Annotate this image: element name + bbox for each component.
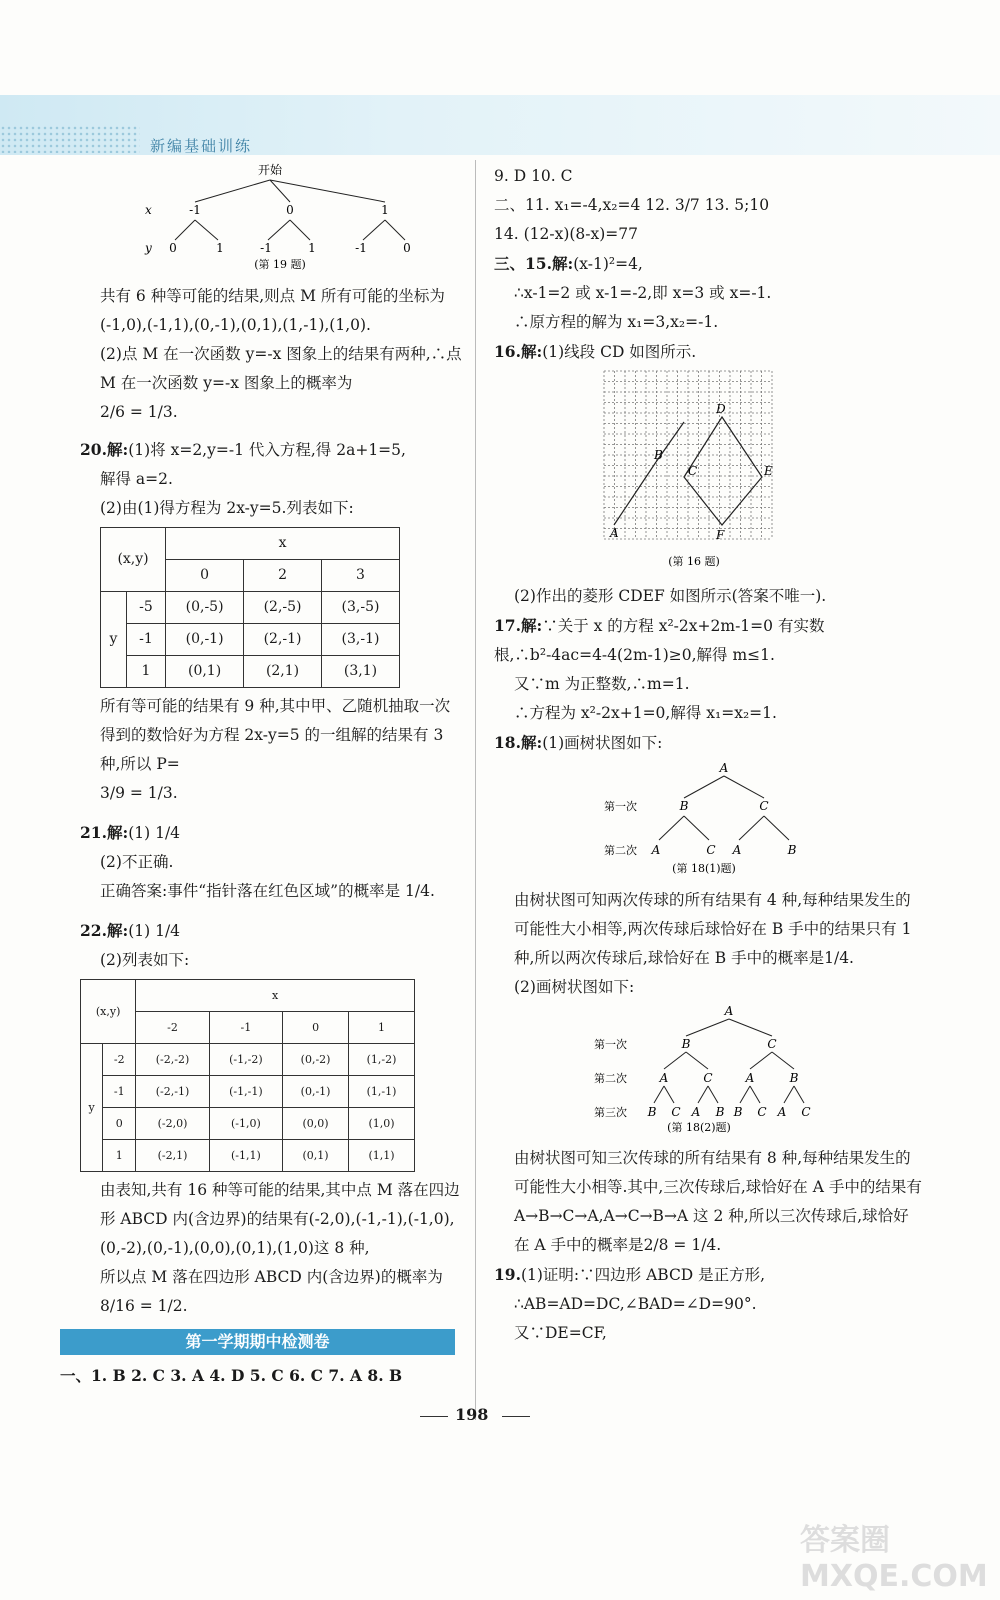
q17-line2: 又∵m 为正整数,∴m=1.: [514, 675, 690, 693]
svg-text:B: B: [789, 1071, 799, 1085]
svg-text:A: A: [719, 761, 729, 775]
q20-line4: 所有等可能的结果有 9 种,其中甲、乙随机抽取一次得到的数恰好为方程 2x-y=5 的一组解的结果有 3 种,所以 P=: [100, 697, 451, 773]
q22-table: (x,y) x -2 -1 0 1 y -2 (-2,-2) (-1,-2) (0,-2) (1,-2) -1 (-2,-1) (-1,-1) (0,-1) (1,-1) 0 (-2,0) (-1,0) (0,0) (1,0) 1 (-2,1) (-1,1) (0,1) (1,1): [80, 979, 415, 1172]
q17-line3: ∴方程为 x²-2x+1=0,解得 x₁=x₂=1.: [514, 704, 777, 722]
fig19-l1-0: -1: [189, 203, 201, 217]
mc-answers: 一、1. B 2. C 3. A 4. D 5. C 6. C 7. A 8. B: [60, 1366, 403, 1385]
fig19-l1-2: 1: [381, 203, 389, 217]
right-column: [494, 162, 924, 1348]
q18-line3: (2)画树状图如下:: [514, 978, 635, 996]
svg-text:1: 1: [308, 241, 316, 255]
svg-text:C: C: [801, 1105, 811, 1119]
q19-line3: 又∵DE=CF,: [514, 1324, 607, 1342]
fig18a-tree: [494, 758, 924, 876]
fig18a-caption: (第 18(1)题): [672, 862, 736, 875]
q20-line2: 解得 a=2.: [100, 470, 173, 488]
q21-line1: 21.解:(1) 1/4: [80, 823, 181, 842]
fig19-caption: (第 19 题): [254, 258, 306, 271]
svg-text:C: C: [706, 843, 716, 857]
fig18b-tree: [494, 1002, 924, 1134]
left-column: [60, 162, 462, 1390]
page-number-dash-left: [420, 1416, 448, 1417]
svg-text:B: B: [733, 1105, 743, 1119]
section-banner: 第一学期期中检测卷: [60, 1329, 455, 1355]
watermark-logo: 答案圈 MXQE.COM: [800, 1523, 988, 1594]
fig19-y-label: y: [145, 241, 152, 255]
svg-text:E: E: [764, 464, 773, 478]
svg-text:A: A: [732, 843, 742, 857]
svg-text:C: C: [759, 799, 769, 813]
svg-text:C: C: [688, 464, 698, 478]
svg-text:第一次: 第一次: [604, 800, 637, 813]
q15-line3: ∴原方程的解为 x₁=3,x₂=-1.: [514, 313, 719, 331]
svg-text:C: C: [671, 1105, 681, 1119]
svg-text:B: B: [654, 448, 663, 462]
page-number-dash-right: [502, 1416, 530, 1417]
svg-text:C: C: [703, 1071, 713, 1085]
svg-text:A: A: [610, 526, 619, 540]
q22-line5: 8/16 = 1/2.: [100, 1297, 188, 1315]
q22-line2: (2)列表如下:: [100, 951, 190, 969]
q18-line2: 由树状图可知两次传球的所有结果有 4 种,每种结果发生的可能性大小相等,两次传球后球恰好在 B 手中的结果只有 1 种,所以两次传球后,球恰好在 B 手中的概率是1/4.: [514, 891, 912, 967]
svg-text:-1: -1: [355, 241, 367, 255]
ans-14: 14. (12-x)(8-x)=77: [494, 225, 639, 243]
q20-line5: 3/9 = 1/3.: [100, 784, 178, 802]
ans-9-10: 9. D 10. C: [494, 167, 573, 185]
fig19-root: 开始: [257, 163, 283, 177]
q22-line4: 所以点 M 落在四边形 ABCD 内(含边界)的概率为: [100, 1268, 443, 1286]
q19-text-b: (2)点 M 在一次函数 y=-x 图象上的结果有两种,∴点 M 在一次函数 y=-x 图象上的概率为: [100, 345, 462, 392]
q20-line1: 20.解:(1)将 x=2,y=-1 代入方程,得 2a+1=5,: [80, 440, 406, 459]
svg-text:A: A: [659, 1071, 669, 1085]
svg-text:A: A: [745, 1071, 755, 1085]
svg-text:第二次: 第二次: [604, 844, 637, 857]
q20-line3: (2)由(1)得方程为 2x-y=5.列表如下:: [100, 499, 354, 517]
svg-text:B: B: [715, 1105, 725, 1119]
svg-text:C: C: [757, 1105, 767, 1119]
column-divider: [475, 160, 476, 1420]
svg-text:B: B: [679, 799, 689, 813]
q20-table: (x,y) x 0 2 3 y -5 (0,-5) (2,-5) (3,-5) -1 (0,-1) (2,-1) (3,-1) 1 (0,1) (2,1) (3,1): [100, 527, 400, 688]
svg-text:A: A: [724, 1004, 734, 1018]
q18-line1: 18.解:(1)画树状图如下:: [494, 733, 663, 752]
svg-text:B: B: [787, 843, 797, 857]
header-dots: [0, 125, 140, 153]
q19-line1: 19.(1)证明:∵四边形 ABCD 是正方形,: [494, 1265, 766, 1284]
q19-text-a: 共有 6 种等可能的结果,则点 M 所有可能的坐标为(-1,0),(-1,1),(0,-1),(0,1),(1,-1),(1,0).: [100, 287, 445, 334]
svg-text:B: B: [681, 1037, 691, 1051]
page-number: 198: [455, 1405, 489, 1424]
q15-line1: 三、15.解:(x-1)²=4,: [494, 254, 643, 273]
fig16-caption: (第 16 题): [668, 555, 720, 568]
svg-text:A: A: [691, 1105, 701, 1119]
q18-line4: 由树状图可知三次传球的所有结果有 8 种,每种结果发生的可能性大小相等.其中,三次传球后,球恰好在 A 手中的结果有 A→B→C→A,A→C→B→A 这 2 种,所以三次传球后,球恰好在 A 手中的概率是2/8 = 1/4.: [514, 1149, 922, 1254]
q21-line2: (2)不正确.: [100, 853, 174, 871]
svg-text:-1: -1: [260, 241, 272, 255]
q22-line1: 22.解:(1) 1/4: [80, 921, 181, 940]
q16-line1: 16.解:(1)线段 CD 如图所示.: [494, 342, 697, 361]
svg-text:第三次: 第三次: [594, 1106, 627, 1119]
svg-text:0: 0: [169, 241, 177, 255]
q19-text-c: 2/6 = 1/3.: [100, 403, 178, 421]
q15-line2: ∴x-1=2 或 x-1=-2,即 x=3 或 x=-1.: [514, 284, 772, 302]
q19-line2: ∴AB=AD=DC,∠BAD=∠D=90°.: [514, 1295, 757, 1313]
svg-text:第一次: 第一次: [594, 1038, 627, 1051]
fig18b-caption: (第 18(2)题): [667, 1121, 731, 1134]
svg-text:F: F: [716, 528, 725, 542]
svg-text:C: C: [767, 1037, 777, 1051]
svg-text:第二次: 第二次: [594, 1072, 627, 1085]
page-header: [0, 95, 1000, 155]
fig19-x-label: x: [145, 203, 152, 217]
q21-line3: 正确答案:事件“指针落在红色区域”的概率是 1/4.: [100, 882, 435, 900]
q16-line2: (2)作出的菱形 CDEF 如图所示(答案不唯一).: [514, 587, 827, 605]
fig16-grid: [494, 367, 924, 572]
svg-text:A: A: [777, 1105, 787, 1119]
svg-text:1: 1: [216, 241, 224, 255]
header-title: 新编基础训练: [150, 137, 253, 155]
svg-text:D: D: [716, 402, 726, 416]
svg-text:A: A: [651, 843, 661, 857]
ans-11-13: 二、11. x₁=-4,x₂=4 12. 3/7 13. 5;10: [494, 196, 770, 214]
fig19-tree: [100, 162, 460, 272]
q17-line1: 17.解:∵关于 x 的方程 x²-2x+2m-1=0 有实数根,∴b²-4ac=4-4(2m-1)≥0,解得 m≤1.: [494, 616, 825, 664]
fig19-l1-1: 0: [286, 203, 294, 217]
svg-text:0: 0: [403, 241, 411, 255]
q22-line3: 由表知,共有 16 种等可能的结果,其中点 M 落在四边形 ABCD 内(含边界)的结果有(-2,0),(-1,-1),(-1,0),(0,-2),(0,-1),(0,0),(0,1),(1,0)这 8 种,: [100, 1181, 460, 1257]
svg-text:B: B: [647, 1105, 657, 1119]
